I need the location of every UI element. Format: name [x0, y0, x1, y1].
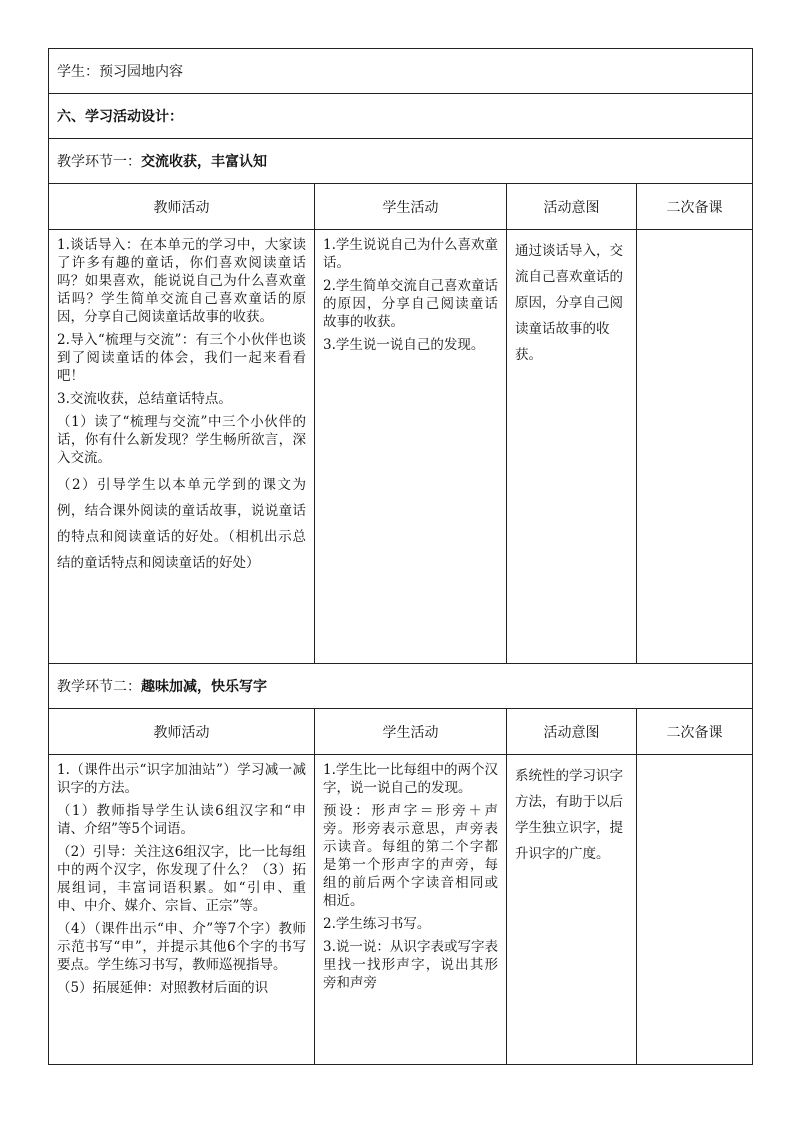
activity-table [48, 48, 753, 1065]
stage2-intent-cell [507, 755, 637, 1065]
col-header-second-prep: 二次备课 [637, 184, 753, 230]
stage1-student-item: 2.学生简单交流自己喜欢童话的原因，分享自己阅读童话故事的收获。 [323, 278, 498, 330]
stage1-teacher-cell [49, 230, 315, 664]
stage2-student-item: 预设：形声字＝形旁＋声旁。形旁表示意思，声旁表示读音。每组的第二个字都是第一个形声字的声旁，每组的前后两个字读音相同或相近。 [323, 803, 498, 909]
preview-cell: 学生：预习园地内容 [49, 49, 753, 94]
section-title-row [49, 94, 753, 139]
col-header-teacher: 教师活动 [49, 709, 315, 755]
stage1-teacher-item: （1）读了“梳理与交流”中三个小伙伴的话，你有什么新发现？学生畅所欲言，深入交流。 [57, 414, 306, 466]
stage1-label: 教学环节一： [57, 154, 141, 170]
stage2-teacher-item: （4）（课件出示“申、介”等7个字）教师示范书写“申”，并提示其他6个字的书写要点。学生练习书写，教师巡视指导。 [57, 921, 306, 973]
stage1-intent-text: 通过谈话导入，交流自己喜欢童话的原因，分享自己阅读童话故事的收获。 [515, 243, 623, 363]
col-header-student: 学生活动 [315, 709, 507, 755]
stage1-student-item: 1.学生说说自己为什么喜欢童话。 [323, 237, 498, 271]
stage2-title: 趣味加减，快乐写字 [141, 679, 267, 695]
section-title: 六、学习活动设计： [49, 94, 753, 139]
col-header-intent: 活动意图 [507, 184, 637, 230]
stage2-student-item: 1.学生比一比每组中的两个汉字，说一说自己的发现。 [323, 762, 498, 796]
lesson-plan-document [48, 48, 752, 1065]
stage1-second-prep-cell [637, 230, 753, 664]
col-header-intent: 活动意图 [507, 709, 637, 755]
stage1-content-row [49, 230, 753, 664]
stage1-teacher-item: （2）引导学生以本单元学到的课文为例，结合课外阅读的童话故事，说说童话的特点和阅读童话的好处。（相机出示总结的童话特点和阅读童话的好处） [57, 477, 306, 571]
stage1-title: 交流收获，丰富认知 [141, 154, 267, 170]
col-header-student: 学生活动 [315, 184, 507, 230]
stage2-teacher-item: （1）教师指导学生认读6组汉字和“申请、介绍”等5个词语。 [57, 803, 306, 837]
stage2-second-prep-cell [637, 755, 753, 1065]
stage2-teacher-item: （5）拓展延伸：对照教材后面的识 [57, 980, 269, 996]
stage1-student-item: 3.学生说一说自己的发现。 [323, 337, 485, 353]
stage2-student-item: 2.学生练习书写。 [323, 916, 431, 932]
stage1-teacher-item: 3.交流收获，总结童话特点。 [57, 391, 232, 407]
preview-row [49, 49, 753, 94]
stage2-label: 教学环节二： [57, 679, 141, 695]
stage1-title-row [49, 139, 753, 184]
stage2-header-row [49, 709, 753, 755]
stage2-teacher-item: （2）引导：关注这6组汉字，比一比每组中的两个汉字，你发现了什么？（3）拓展组词，丰富词语积累。如“引申、重申、中介、媒介、宗旨、正宗”等。 [57, 844, 306, 914]
stage1-student-cell [315, 230, 507, 664]
stage1-intent-cell [507, 230, 637, 664]
stage2-intent-text: 系统性的学习识字方法，有助于以后学生独立识字，提升识字的广度。 [515, 768, 623, 862]
stage1-title-cell [49, 139, 753, 184]
stage2-student-item: 3.说一说：从识字表或写字表里找一找形声字，说出其形旁和声旁 [323, 939, 498, 991]
stage1-teacher-item: 1.谈话导入：在本单元的学习中，大家读了许多有趣的童话，你们喜欢阅读童话吗？如果喜欢，能说说自己为什么喜欢童话吗？学生简单交流自己喜欢童话的原因，分享自己阅读童话故事的收获。 [57, 237, 306, 325]
col-header-second-prep: 二次备课 [637, 709, 753, 755]
stage2-student-cell [315, 755, 507, 1065]
stage2-content-row [49, 755, 753, 1065]
col-header-teacher: 教师活动 [49, 184, 315, 230]
stage2-teacher-item: 1.（课件出示“识字加油站”）学习减一减识字的方法。 [57, 762, 306, 796]
stage1-header-row [49, 184, 753, 230]
stage2-teacher-cell [49, 755, 315, 1065]
stage1-teacher-item: 2.导入“梳理与交流”：有三个小伙伴也谈到了阅读童话的体会，我们一起来看看吧！ [57, 332, 306, 384]
stage2-title-cell [49, 664, 753, 709]
stage2-title-row [49, 664, 753, 709]
